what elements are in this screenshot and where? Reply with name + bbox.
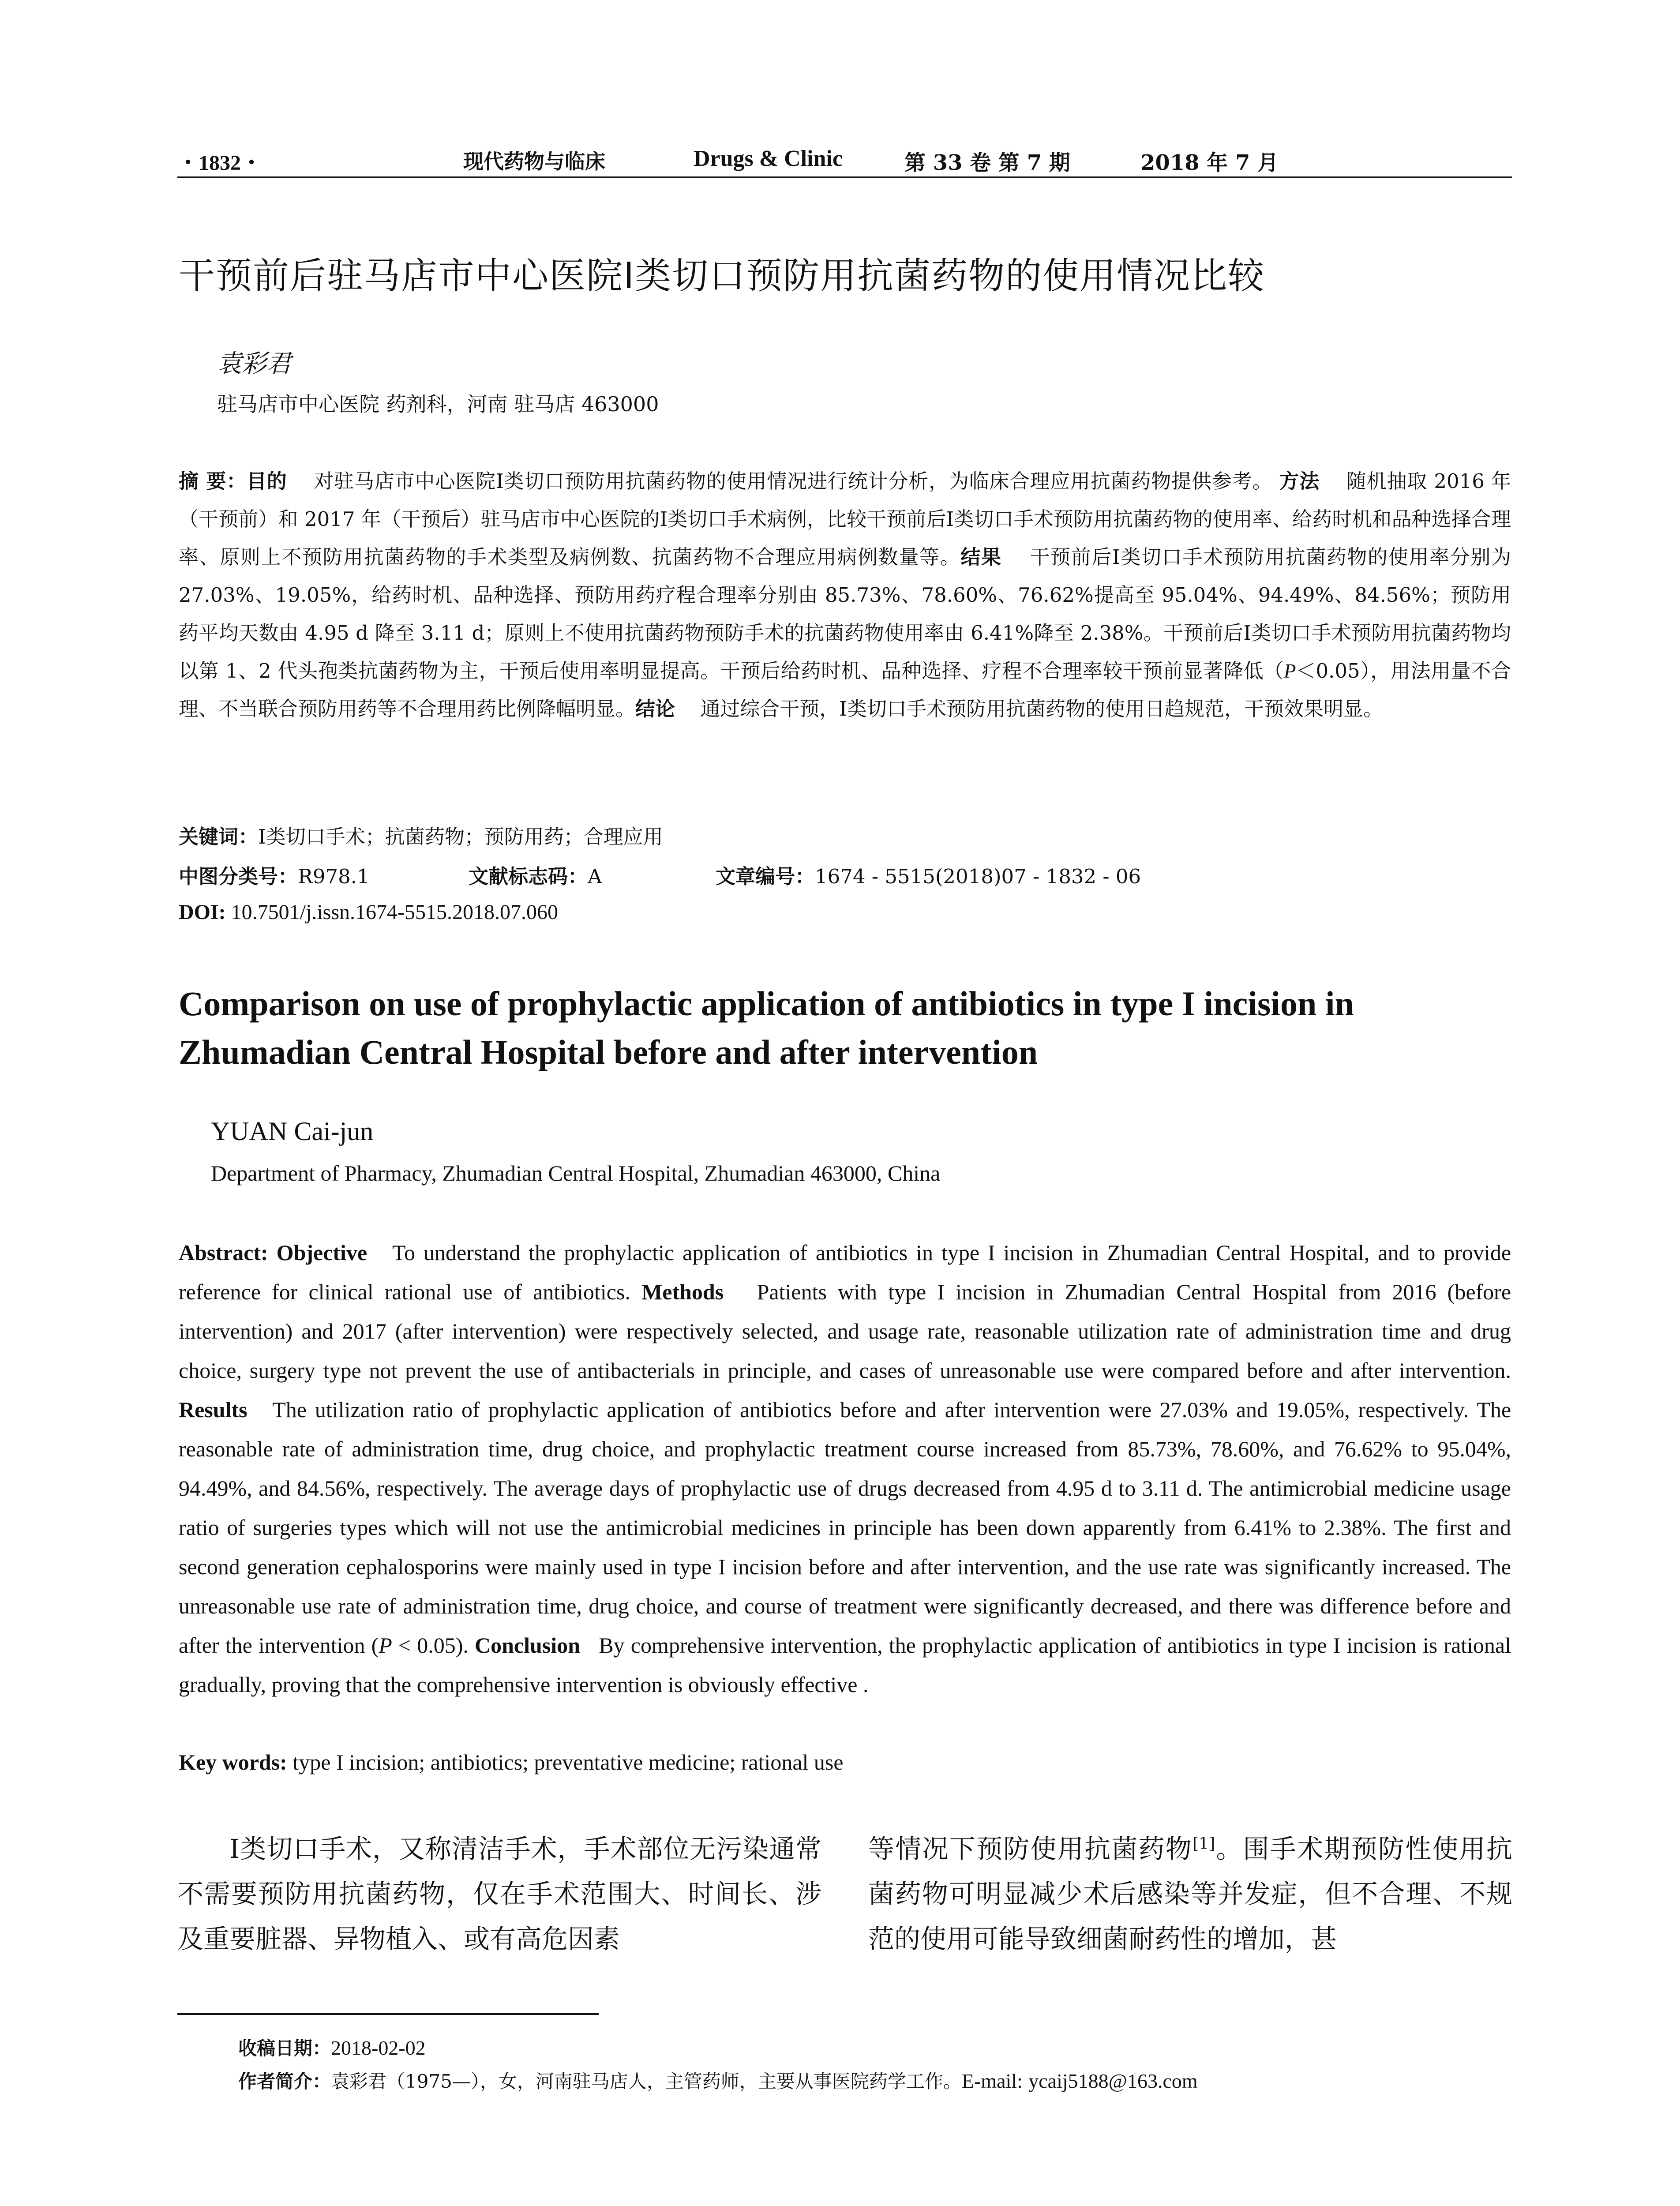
objective-text-cn: 对驻马店市中心医院Ⅰ类切口预防用抗菌药物的使用情况进行统计分析，为临床合理应用抗菌药物提供参考。 [314,469,1273,493]
body-paragraph-right-2: 。围手术期预防性使用抗菌药物可明显减少术后感染等并发症，但不合理、不规范的使用可能导致细菌耐药性的增加，甚 [868,1834,1512,1954]
author-name-en: YUAN Cai-jun [211,1117,374,1146]
journal-name-en: Drugs & Clinic [694,146,843,171]
received-date-value: 2018-02-02 [331,2037,426,2059]
article-title-cn: 干预前后驻马店市中心医院Ⅰ类切口预防用抗菌药物的使用情况比较 [179,255,1265,297]
email-label: E-mail: [961,2070,1023,2092]
article-title-en [179,979,1524,1077]
issue-date: 2018 年 7 月 [1140,150,1279,175]
received-date [238,2034,426,2060]
clc-number [179,860,370,889]
results-text-en: The utilization ratio of prophylactic application of antibiotics before and after intervention were 27.03% and 19.05%, respectively. The reasonable rate of administration time, drug choice, and prophylactic treatment course increased from 85.73%, 78.60%, and 76.62% to 95.04%, 94.49%, and 84.56%, respectively. The average days of prophylactic use of drugs decreased from 4.95 d to 3.11 d. The antimicrobial medicine usage ratio of surgeries types which will not use the antimicrobial medicines in principle has been down apparently from 6.41% to 2.38%. The first and second generation cephalosporins were mainly used in type I incision before and after intervention, and the use rate was significantly increased. The unreasonable use rate of administration time, drug choice, and course of treatment were significantly decreased, and there was difference before and after the intervention ( [179,1397,1511,1658]
results-text-en-2: < 0.05). [392,1633,469,1658]
objective-text-en: To understand the prophylactic application of antibiotics in type I incision in Zhumadian Central Hospital, and to provide reference for clinical rational use of antibiotics. [179,1240,1511,1304]
keywords-cn-label: 关键词： [179,825,259,848]
header-divider [177,176,1512,178]
keywords-en [179,1749,844,1775]
article-number-value: 1674 - 5515(2018)07 - 1832 - 06 [815,865,1141,888]
keywords-cn-text: Ⅰ类切口手术；抗菌药物；预防用药；合理应用 [258,825,663,848]
affiliation-en: Department of Pharmacy, Zhumadian Central Hospital, Zhumadian 463000, China [211,1161,941,1186]
article-title-en-line-1: Comparison on use of prophylactic application of antibiotics in type I incision in [179,984,1354,1023]
results-text-cn-2: ＜0.05），用法用量不合理、不当联合预防用药等不合理用药比例降幅明显。 [179,659,1511,720]
methods-text-cn: 随机抽取 2016 年（干预前）和 2017 年（干预后）驻马店市中心医院的Ⅰ类切口手术病例，比较干预前后Ⅰ类切口手术预防用抗菌药物的使用率、给药时机和品种选择合理率、原则上不预防用抗菌药物的手术类型及病例数、抗菌药物不合理应用病例数量等。 [179,469,1511,569]
abstract-en [179,1233,1511,1704]
objective-label-cn: 目的 [247,469,287,493]
author-email[interactable]: ycaij5188@163.com [1028,2070,1198,2092]
conclusion-label-cn: 结论 [635,697,675,720]
body-paragraph-left: Ⅰ类切口手术，又称清洁手术，手术部位无污染通常不需要预防用抗菌药物，仅在手术范围大、时间长、涉及重要脏器、异物植入、或有高危因素 [177,1834,821,1954]
p-value-symbol-en: P [379,1633,392,1658]
doi [179,900,558,924]
author-name-cn: 袁彩君 [217,349,291,378]
body-column-right [868,1827,1512,1962]
clc-label: 中图分类号： [179,865,298,888]
doi-value[interactable]: 10.7501/j.issn.1674-5515.2018.07.060 [231,900,559,924]
methods-label-cn: 方法 [1279,469,1320,493]
p-value-symbol-cn: P [1283,660,1296,682]
author-bio-label: 作者简介： [238,2071,331,2092]
article-number-label: 文章编号： [716,865,815,888]
body-column-left [177,1827,821,1962]
document-code-value: A [588,865,602,888]
methods-text-en: Patients with type I incision in Zhumadian Central Hospital from 2016 (before intervention) and 2017 (after intervention) were respectively selected, and usage rate, reasonable utilization rate of administration time and drug choice, surgery type not prevent the use of antibacterials in principle, and cases of unreasonable use were compared before and after intervention. [179,1279,1511,1383]
keywords-en-text: type I incision; antibiotics; preventative medicine; rational use [292,1750,844,1775]
article-title-en-line-2: Zhumadian Central Hospital before and after intervention [179,1033,1038,1071]
keywords-en-label: Key words: [179,1750,287,1775]
methods-label-en: Methods [641,1279,724,1304]
results-label-cn: 结果 [960,545,1002,569]
document-code-label: 文献标志码： [469,865,588,888]
body-paragraph-right: 等情况下预防使用抗菌药物 [868,1834,1193,1864]
results-text-cn: 干预前后Ⅰ类切口手术预防用抗菌药物的使用率分别为 27.03%、19.05%，给药时机、品种选择、预防用药疗程合理率分别由 85.73%、78.60%、76.62%提高至 95.04%、94.49%、84.56%；预防用药平均天数由 4.95 d 降至 3.11 d；原则上不使用抗菌药物预防手术的抗菌药物使用率由 6.41%降至 2.38%。干预前后Ⅰ类切口手术预防用抗菌药物均以第 1、2 代头孢类抗菌药物为主，干预后使用率明显提高。干预后给药时机、品种选择、疗程不合理率较干预前显著降低（ [179,545,1511,683]
conclusion-text-cn: 通过综合干预，Ⅰ类切口手术预防用抗菌药物的使用日趋规范，干预效果明显。 [700,697,1384,720]
article-number [716,860,1141,889]
page-number: ・1832・ [177,151,262,175]
abstract-cn [179,462,1511,728]
conclusion-text-en: By comprehensive intervention, the prophylactic application of antibiotics in type I incision is rational gradually, proving that the comprehensive intervention is obviously effective . [179,1633,1511,1697]
issue-info: 第 33 卷 第 7 期 [904,150,1070,175]
footnote-divider [177,2013,599,2015]
abstract-cn-label: 摘 要： [179,469,247,493]
conclusion-label-en: Conclusion [475,1633,580,1658]
received-date-label: 收稿日期： [238,2037,331,2059]
abstract-en-label: Abstract: [179,1240,268,1265]
author-bio-text: 袁彩君（1975—），女，河南驻马店人，主管药师，主要从事医院药学工作。 [331,2071,962,2092]
journal-name-cn: 现代药物与临床 [463,150,605,173]
document-code [469,860,602,889]
keywords-cn [179,821,663,849]
results-label-en: Results [179,1397,248,1422]
doi-label: DOI: [179,900,226,924]
affiliation-cn: 驻马店市中心医院 药剂科，河南 驻马店 463000 [217,392,659,416]
citation-reference[interactable]: [1] [1192,1835,1215,1853]
objective-label-en: Objective [276,1240,368,1265]
author-bio [238,2067,1198,2093]
clc-value: R978.1 [298,865,370,888]
